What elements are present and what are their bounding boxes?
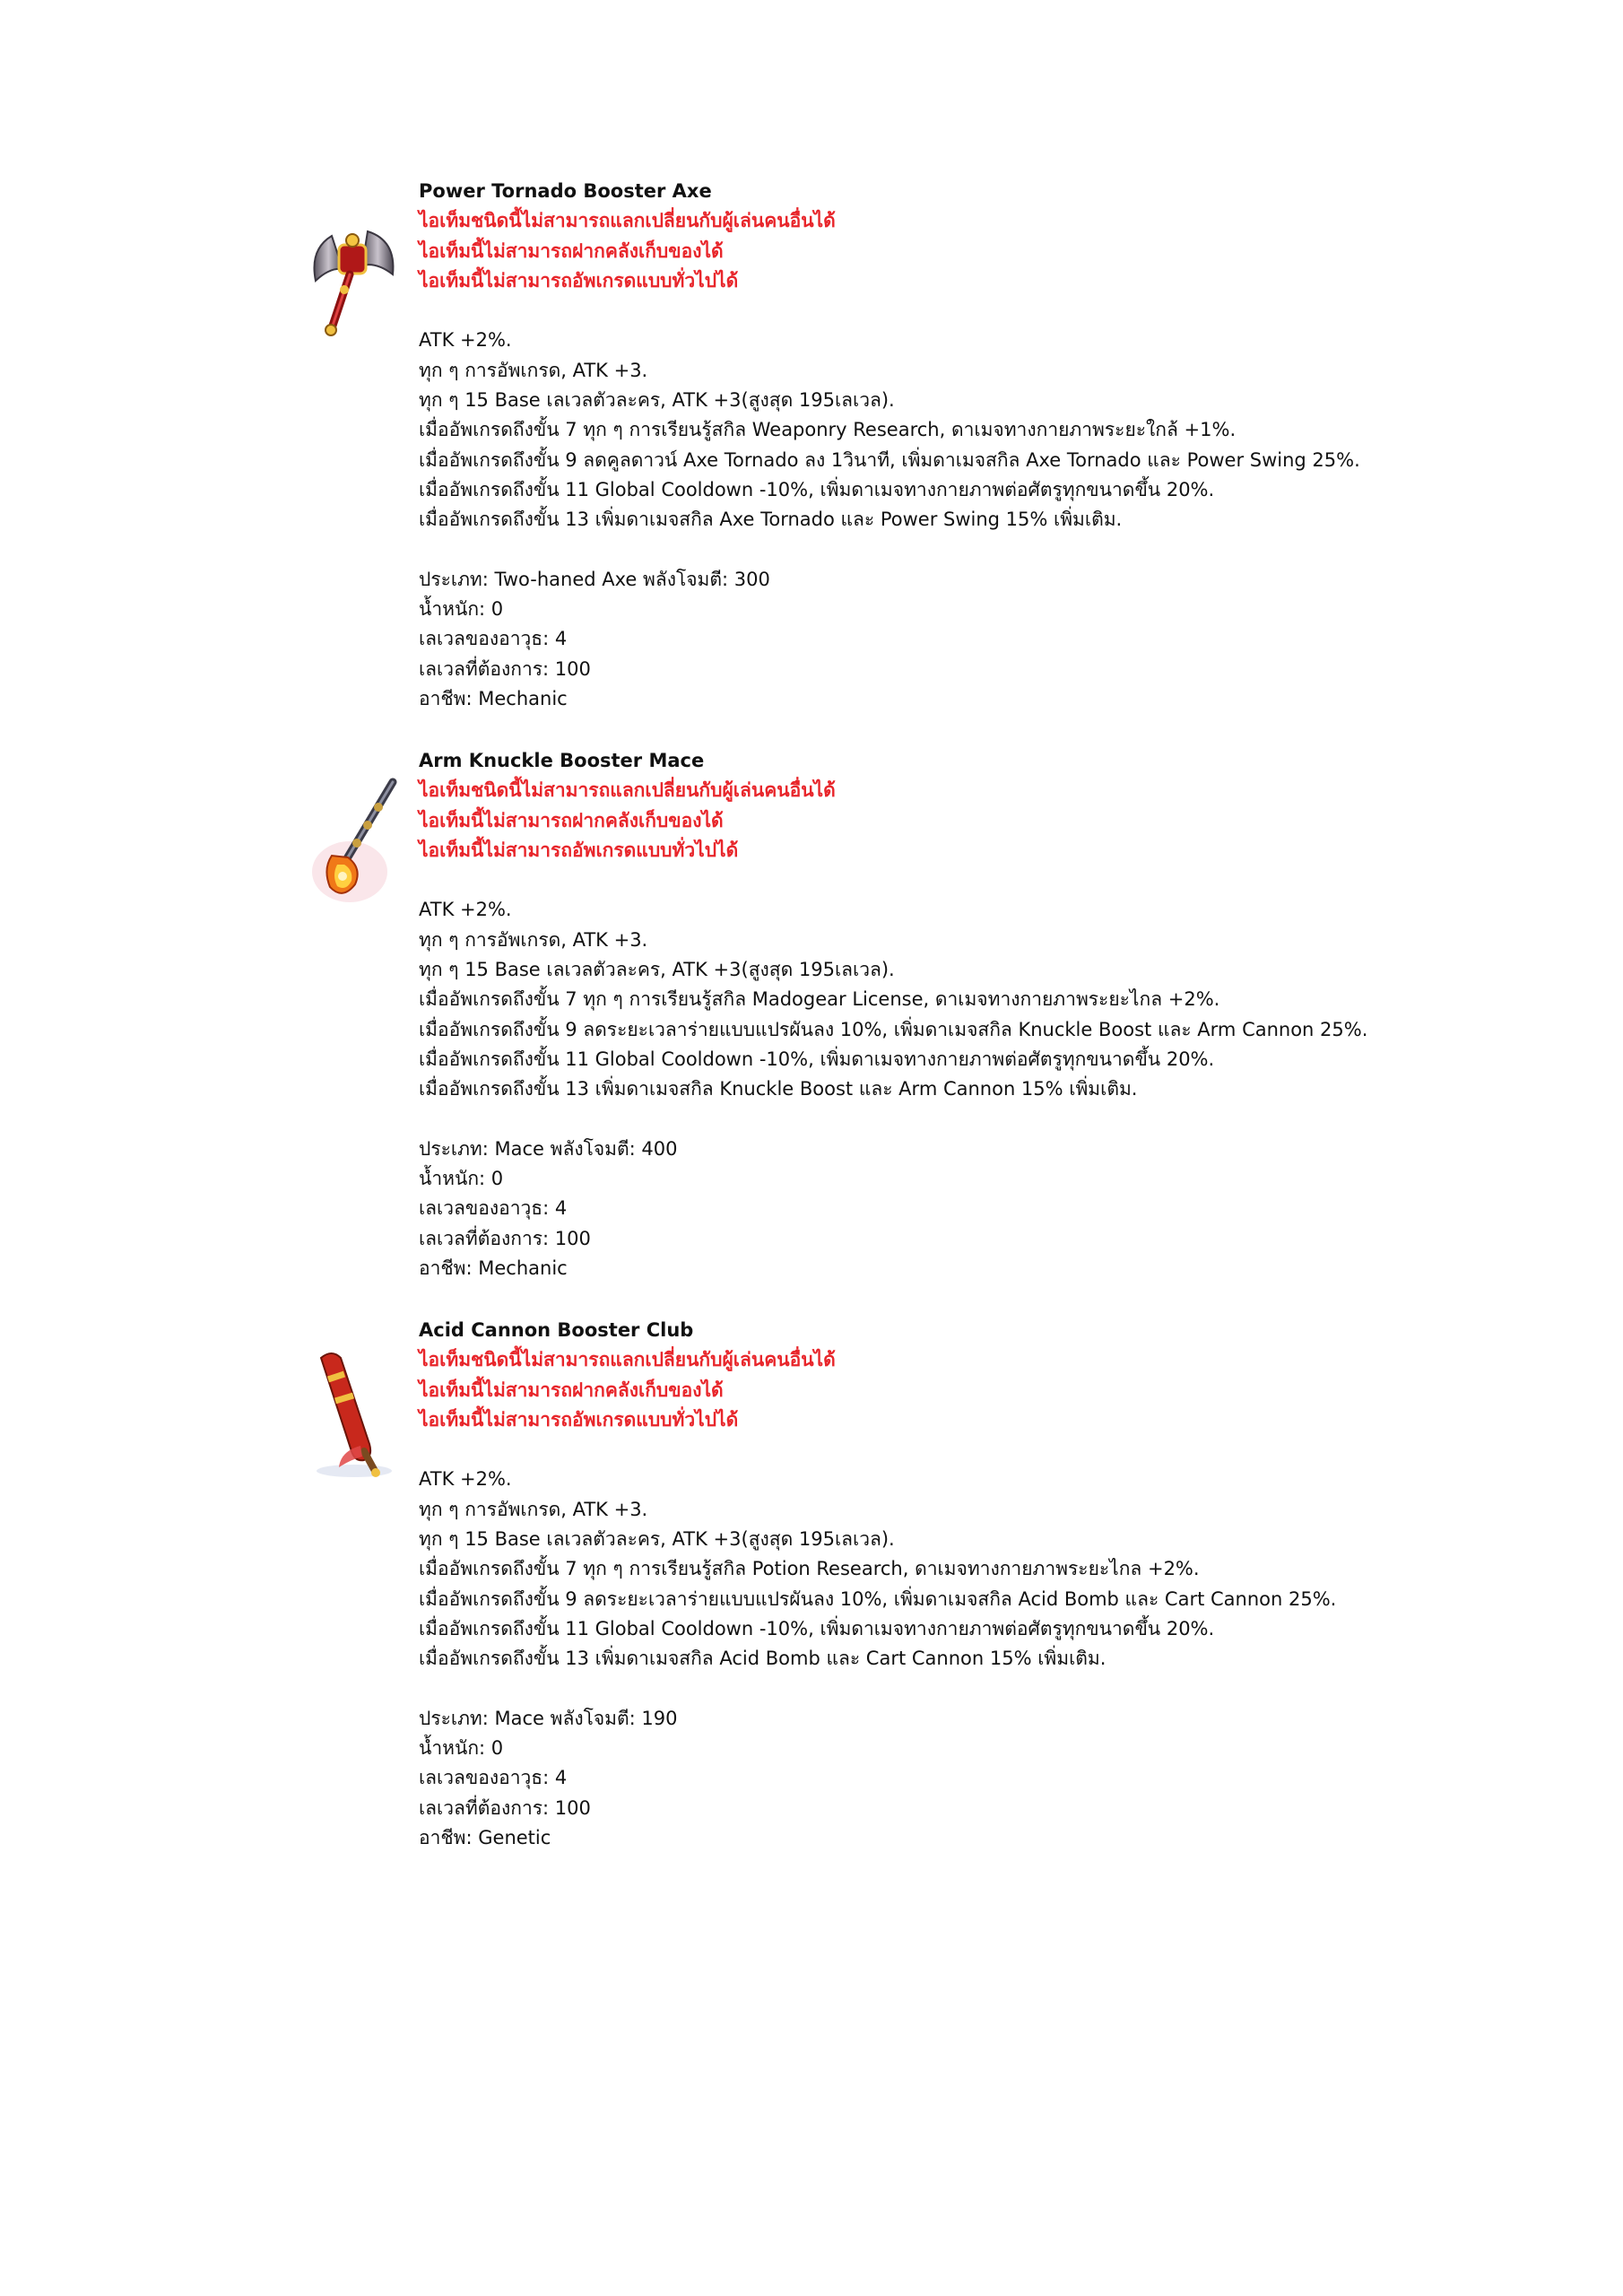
warning-not-storable: ไอเท็มนี้ไม่สามารถฝากคลังเก็บของได้ [419, 239, 724, 262]
item-title: Acid Cannon Booster Club [419, 1319, 694, 1341]
stat-required-level: เลเวลที่ต้องการ: 100 [419, 1796, 591, 1819]
effect-line: เมื่ออัพเกรดถึงขั้น 11 Global Cooldown -10%, เพิ่มดาเมจทางกายภาพต่อศัตรูทุกขนาดขึ้น 20%. [419, 478, 1215, 500]
effect-line: เมื่ออัพเกรดถึงขั้น 11 Global Cooldown -10%, เพิ่มดาเมจทางกายภาพต่อศัตรูทุกขนาดขึ้น 20%. [419, 1048, 1215, 1070]
stat-job: อาชีพ: Genetic [419, 1827, 551, 1849]
stat-required-level: เลเวลที่ต้องการ: 100 [419, 657, 591, 680]
stat-required-level: เลเวลที่ต้องการ: 100 [419, 1227, 591, 1249]
stat-weapon-level: เลเวลของอาวุธ: 4 [419, 1197, 568, 1220]
mace-icon [305, 775, 404, 909]
stat-weight: น้ำหนัก: 0 [419, 1168, 504, 1190]
effect-line: เมื่ออัพเกรดถึงขั้น 13 เพิ่มดาเมจสกิล Axe Tornado และ Power Swing 15% เพิ่มเติม. [419, 509, 1123, 531]
warning-not-upgradable: ไอเท็มนี้ไม่สามารถอัพเกรดแบบทั่วไปได้ [419, 839, 739, 861]
warning-not-tradable: ไอเท็มชนิดนี้ไม่สามารถแลกเปลี่ยนกับผู้เล่นคนอื่นได้ [419, 779, 836, 802]
effect-line: ATK +2%. [419, 329, 512, 352]
item-text [419, 746, 1584, 1283]
effect-line: ทุก ๆ 15 Base เลเวลตัวละคร, ATK +3(สูงสุด 195เลเวล). [419, 389, 895, 412]
warning-not-storable: ไอเท็มนี้ไม่สามารถฝากคลังเก็บของได้ [419, 809, 724, 831]
effect-line: ทุก ๆ 15 Base เลเวลตัวละคร, ATK +3(สูงสุด 195เลเวล). [419, 959, 895, 981]
warning-not-tradable: ไอเท็มชนิดนี้ไม่สามารถแลกเปลี่ยนกับผู้เล่นคนอื่นได้ [419, 210, 836, 232]
warning-not-storable: ไอเท็มนี้ไม่สามารถฝากคลังเก็บของได้ [419, 1378, 724, 1401]
stat-weight: น้ำหนัก: 0 [419, 1737, 504, 1760]
stat-weight: น้ำหนัก: 0 [419, 598, 504, 621]
effect-line: เมื่ออัพเกรดถึงขั้น 11 Global Cooldown -10%, เพิ่มดาเมจทางกายภาพต่อศัตรูทุกขนาดขึ้น 20%. [419, 1617, 1215, 1639]
effect-line: ทุก ๆ 15 Base เลเวลตัวละคร, ATK +3(สูงสุด 195เลเวล). [419, 1528, 895, 1551]
effect-line: เมื่ออัพเกรดถึงขั้น 9 ลดคูลดาวน์ Axe Tornado ลง 1วินาที, เพิ่มดาเมจสกิล Axe Tornado และ Power Swing 25%. [419, 448, 1360, 471]
effect-line: ทุก ๆ การอัพเกรด, ATK +3. [419, 1498, 648, 1520]
club-icon [305, 1345, 404, 1480]
warning-not-upgradable: ไอเท็มนี้ไม่สามารถอัพเกรดแบบทั่วไปได้ [419, 269, 739, 291]
effect-line: ทุก ๆ การอัพเกรด, ATK +3. [419, 359, 648, 381]
stat-weapon-level: เลเวลของอาวุธ: 4 [419, 1767, 568, 1789]
item-title: Arm Knuckle Booster Mace [419, 750, 705, 771]
item-title: Power Tornado Booster Axe [419, 180, 712, 202]
effect-line: เมื่ออัพเกรดถึงขั้น 9 ลดระยะเวลาร่ายแบบแปรผันลง 10%, เพิ่มดาเมจสกิล Knuckle Boost และ Arm Cannon 25%. [419, 1018, 1368, 1040]
effect-line: เมื่ออัพเกรดถึงขั้น 13 เพิ่มดาเมจสกิล Acid Bomb และ Cart Cannon 15% เพิ่มเติม. [419, 1648, 1107, 1670]
axe-icon [305, 204, 404, 339]
warning-not-upgradable: ไอเท็มนี้ไม่สามารถอัพเกรดแบบทั่วไปได้ [419, 1408, 739, 1431]
effect-line: เมื่ออัพเกรดถึงขั้น 9 ลดระยะเวลาร่ายแบบแปรผันลง 10%, เพิ่มดาเมจสกิล Acid Bomb และ Cart Cannon 25%. [419, 1587, 1337, 1610]
effect-line: เมื่ออัพเกรดถึงขั้น 13 เพิ่มดาเมจสกิล Knuckle Boost และ Arm Cannon 15% เพิ่มเติม. [419, 1078, 1138, 1100]
item-text [419, 177, 1584, 714]
effect-line: เมื่ออัพเกรดถึงขั้น 7 ทุก ๆ การเรียนรู้สกิล Madogear License, ดาเมจทางกายภาพระยะไกล +2%. [419, 988, 1220, 1011]
effect-line: ATK +2%. [419, 899, 512, 921]
stat-type-attack: ประเภท: Mace พลังโจมตี: 190 [419, 1707, 678, 1729]
effect-line: ATK +2%. [419, 1468, 512, 1491]
effect-line: เมื่ออัพเกรดถึงขั้น 7 ทุก ๆ การเรียนรู้สกิล Weaponry Research, ดาเมจทางกายภาพระยะใกล้ +1%. [419, 419, 1237, 441]
effect-line: ทุก ๆ การอัพเกรด, ATK +3. [419, 928, 648, 951]
effect-line: เมื่ออัพเกรดถึงขั้น 7 ทุก ๆ การเรียนรู้สกิล Potion Research, ดาเมจทางกายภาพระยะไกล +2%. [419, 1558, 1200, 1580]
stat-type-attack: ประเภท: Mace พลังโจมตี: 400 [419, 1137, 678, 1160]
stat-type-attack: ประเภท: Two-haned Axe พลังโจมตี: 300 [419, 568, 770, 590]
item-text [419, 1316, 1584, 1853]
stat-weapon-level: เลเวลของอาวุธ: 4 [419, 628, 568, 650]
warning-not-tradable: ไอเท็มชนิดนี้ไม่สามารถแลกเปลี่ยนกับผู้เล่นคนอื่นได้ [419, 1349, 836, 1371]
stat-job: อาชีพ: Mechanic [419, 1257, 568, 1280]
stat-job: อาชีพ: Mechanic [419, 688, 568, 710]
